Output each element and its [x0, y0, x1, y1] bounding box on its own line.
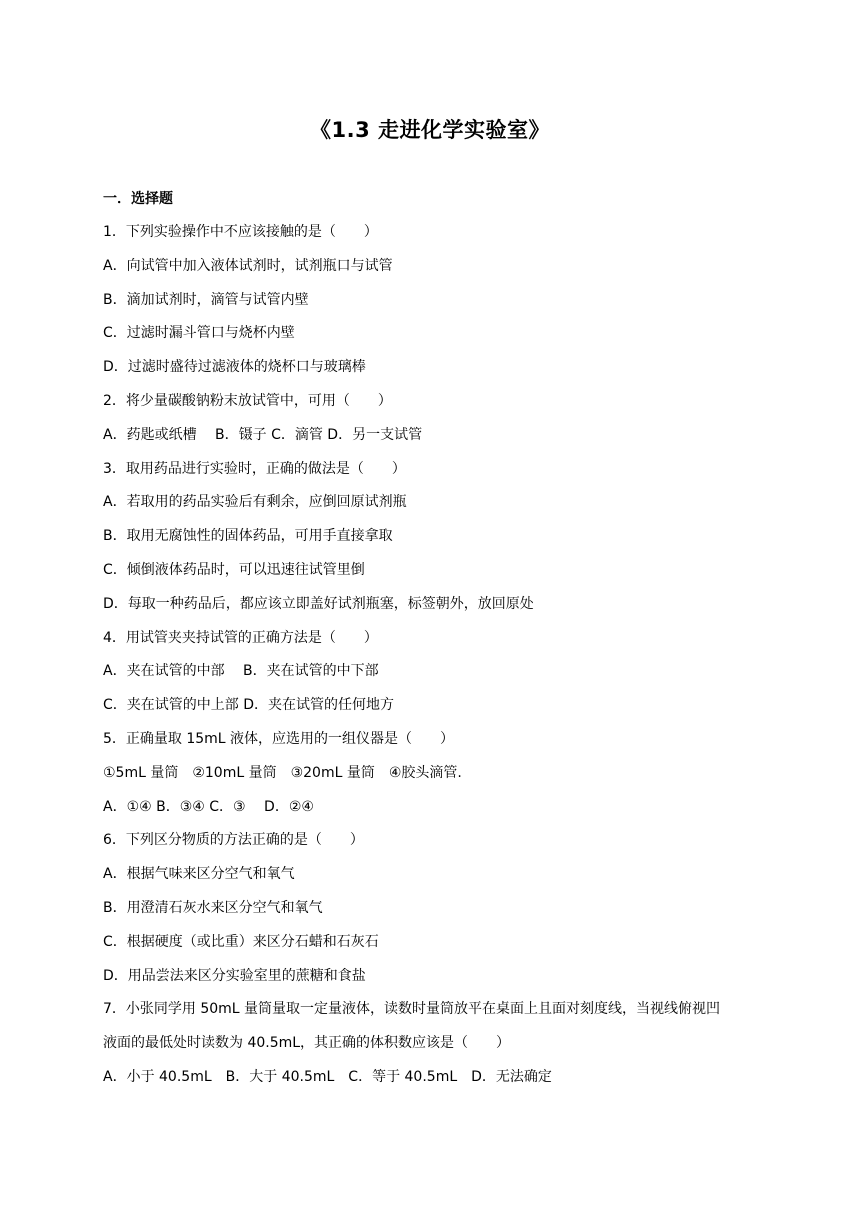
option-line: B．用澄清石灰水来区分空气和氧气	[103, 899, 323, 916]
section-heading: 一．选择题	[103, 191, 173, 207]
option-line: C．根据硬度（或比重）来区分石蜡和石灰石	[103, 933, 379, 950]
option-line: B．取用无腐蚀性的固体药品，可用手直接拿取	[103, 528, 393, 545]
question-line: 1．下列实验操作中不应该接触的是（ ）	[103, 224, 378, 240]
option-line: A．向试管中加入液体试剂时，试剂瓶口与试管	[103, 257, 393, 274]
question-continuation-line: 液面的最低处时读数为 40.5mL，其正确的体积数应该是（ ）	[103, 1035, 511, 1052]
option-line: A．药匙或纸槽 B．镊子 C．滴管 D．另一支试管	[103, 426, 423, 443]
question-line: 2．将少量碳酸钠粉末放试管中，可用（ ）	[103, 392, 392, 409]
option-line: B．滴加试剂时，滴管与试管内壁	[103, 291, 309, 308]
question-line: 4．用试管夹夹持试管的正确方法是（ ）	[103, 629, 378, 646]
instrument-list-line: ①5mL 量筒 ②10mL 量筒 ③20mL 量筒 ④胶头滴管.	[103, 764, 462, 781]
question-line: 6．下列区分物质的方法正确的是（ ）	[103, 832, 364, 849]
option-line: A．若取用的药品实验后有剩余，应倒回原试剂瓶	[103, 494, 407, 511]
question-line: 3．取用药品进行实验时，正确的做法是（ ）	[103, 460, 406, 477]
option-line: D．每取一种药品后，都应该立即盖好试剂瓶塞，标签朝外，放回原处	[103, 595, 534, 612]
question-line: 5．正确量取 15mL 液体，应选用的一组仪器是（ ）	[103, 730, 455, 747]
option-line: D．过滤时盛待过滤液体的烧杯口与玻璃棒	[103, 359, 366, 376]
question-line: 7．小张同学用 50mL 量筒量取一定量液体，读数时量筒放平在桌面上且面对刻度线，当视线俯视凹	[103, 1001, 721, 1018]
option-line: A．夹在试管的中部 B．夹在试管的中下部	[103, 663, 379, 680]
document-title: 《1.3 走进化学实验室》	[309, 118, 550, 142]
option-line: A．①④ B．③④ C．③ D．②④	[103, 798, 314, 815]
option-line: A．根据气味来区分空气和氧气	[103, 866, 295, 883]
question-list	[103, 222, 763, 1101]
option-line: C．过滤时漏斗管口与烧杯内壁	[103, 325, 295, 342]
option-line: C．夹在试管的中上部 D．夹在试管的任何地方	[103, 697, 395, 714]
option-line: D．用品尝法来区分实验室里的蔗糖和食盐	[103, 967, 366, 984]
option-line: C．倾倒液体药品时，可以迅速往试管里倒	[103, 561, 365, 578]
option-line: A．小于 40.5mL B．大于 40.5mL C．等于 40.5mL D．无法确定	[103, 1068, 552, 1085]
